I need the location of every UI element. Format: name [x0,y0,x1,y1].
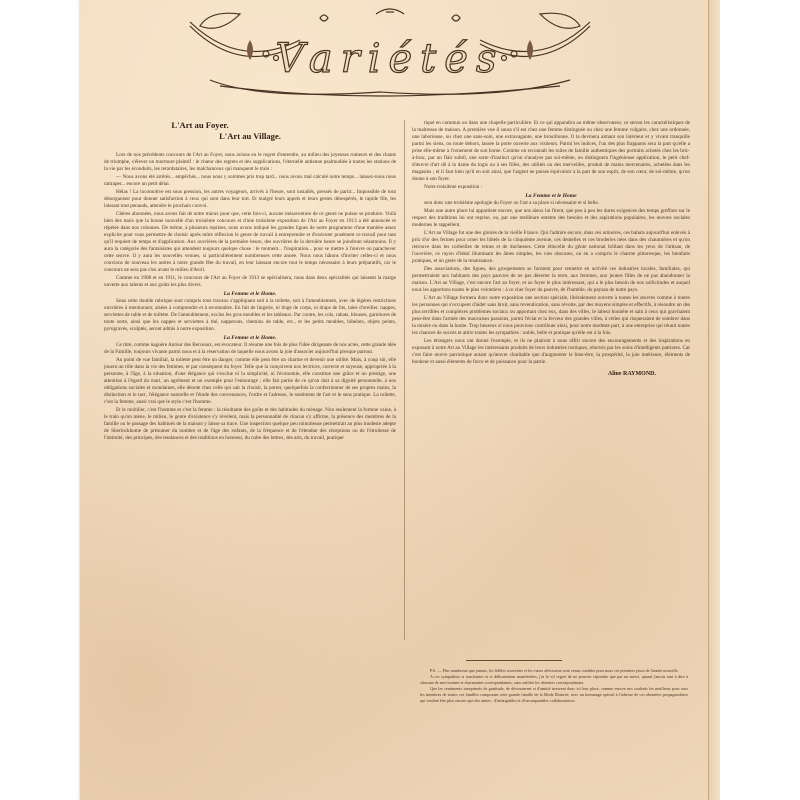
section-subhead: La Femme et le Home. [223,291,277,297]
paragraph: Notre troisième exposition : [424,184,483,190]
next-page-edge [708,0,720,800]
paragraph: sera donc une troisième apologie du Foyer ou l'art a sa place si nécessaire et si belle. [424,200,600,206]
author-signature: Aline RAYMOND. [607,371,656,377]
paragraph: Hélas ! La locomotive est sous pression, les autres voyageurs, arrivés à l'heure, sont installés, pressés de partir... Impossible de tout désorganiser pour donner satisfaction à ceux qui sont dans leur tort. Et malgré leurs appels et leurs gestes désespérés, le rapide file, les laissant tout penauds, attendre le prochain convoi. [104,189,396,209]
divider [466,660,562,661]
paragraph: Au point de vue familial, la toilette peut être un danger, comme elle peut être un charme et devenir une utilité. Mais, à coup sûr, elle jouera un rôle dans la vie des femmes, et par conséquent du foyer. Telle que la conçoivent nos lectrices, correcte et soyeuse, appropriée à la personne, à l'âge, à la situation, d'une élégance qui s'exclue ni la simplicité, ni l'économie, elle constitue une grâce et un prestige, une attention à l'égard du mari, un agrément et un exemple pour l'entourage ; elle fait partie de ce qu'on doit à sa dignité personnelle, à nos obligations sociales et mondaines, elle dénote chez celle qui sait la choisir, la porter, quelquefois la confectionner de ses propres mains, la distinction et le tact, l'élégance naturelle et l'étude des convenances, l'ordre et l'adresse, le sentiment de l'art et le sens pratique. La toilette, c'est la femme, aussi vrai que le style c'est l'homme. [104,357,396,405]
newspaper-page [80,0,708,800]
paragraph: Et le mobilier, c'est l'homme et c'est la femme : la résultante des goûts et des habitudes du ménage. Non seulement la fortune vaine, à le train qu'on mène, le milieu, le genre d'existence s'y révèlent, mais la personnalité de chacun s'y affirme, la présence des membres de la famille ou le passage des habitués de la maison y laisse sa trace. Une inspection quelque peu minutieuse permettrait au plus modeste adepte de Sherlockhome de présumer du nombre et de l'âge des enfants, de la fréquence et de l'étendue des réceptions ou de l'étroitesse de l'intimité, des principes, des tendances et des traditions en honneur, du culte des lettres, des arts, du travail, pratiqué [104,407,396,441]
paragraph: L'Art au Village fut une des gloires de la vieille France. Qui l'admire encore, dans ces armoires, ces bahuts aujourd'hui enlevés à prix d'or des fermes pour orner les hôtels de la cinquième avenue, ces dentelles et ces broderies nées dans des chaumières et qu'on retrouve dans les corbeilles de reines et de duchesses. Cette étincelle du génie national brillant dans les yeux de l'artisan, de l'ouvrière, ce rayon d'idéal illuminant les âmes simples, les vies obscures, on en a compris le charme pittoresque, les bienfaits pratiques, et un geste de la renaissance. [412,230,691,264]
header-banner [180,0,600,100]
right-column [412,120,690,378]
paragraph: Lors de nos précédents concours de l'Art au Foyer, nous avions eu le regret d'entendre, au milieu des joyeuses rumeurs et des chants de triomphe, s'élever un murmure plaintif : le chœur des regrets et des supplications, l'éternelle antienne psalmodiée à toutes les stations de la vie par les éconduits, les retardataires, les malchanceux qui manquent le train : [104,152,396,172]
paragraph: — Nous avons été arrêtés... empêchés... nous nous y sommes pris trop tard... nous avons mal calculé notre temps... laissez-nous nous rattraper... encore un petit délai. [104,174,396,187]
postscript-paragraph: P.S. — Plus nombreux que jamais, les fidèles souvenirs et les vœux affectueux sont venus combler pour nous ces premiers jours de l'année nouvelle. [430,668,679,673]
paragraph: tiqué en commun ou dans une chapelle particulière. Et ce qui apparaîtra au même observateur, ce seront les caractéristiques de la maîtresse de maison. A première vue il saura s'il est chez une femme distinguée ou chez une femme vulgaire, chez une ordonnée, une laborieuse, ou chez une sans-soin, une extravagante, une brouillonne. Il la devinera aimant son intérieur et y vivant tranquille parmi les siens, ou toute dehors, lassée la porte ouverte aux visiteurs. Parmi les indices, l'un des plus frappants sera la part qu'elle a prise elle-même à l'ornement de son home. Comme on reconnaît les toiles de famille authentiques des portraits achetés chez les bric-à-brac, par un flair subtil, une sorte d'instinct qu'on n'analyse pas soi-même, on distinguera l'ingénieuse application, le petit chef-d'œuvre d'art dû à la dame du logis ou à ses filles, des utilités ou des merveilles, produit de mains mercenaires, achetées dans les magasins ; et il faut bien qu'il en soit ainsi, que l'argent ne puisse équivaloir à la part de son esprit, de son cœur, de soi-même, qu'on donne à son foyer. [412,120,690,182]
section-subhead: La Femme et le Home. [223,335,277,341]
paragraph: Les étrangers nous ont donné l'exemple, et ils ne plairont à nous offrir encore des encouragements et des inspirations en exposant à notre Art au Village les intéressants produits de leurs industries rustiques, rénovés par les soins d'intelligents patriotes. Car c'est faire œuvre patriotique autant qu'œuvre charitable que d'augmenter le bien-être, la prospérité, la joie intérieure, éléments de bonheur et aussi éléments de force et de puissance pour la patrie. [412,338,690,365]
paragraph: Mais une autre place lui appartient encore, que nos aïeux lui firent, que peu à peu les dures exigences des temps greffant sur le respect des traditions lui ont reprise, ou, par une meilleure entente des besoins et des aspirations populaires, les œuvres sociales modernes le rappellent. [412,208,690,228]
page-title: Variétés [275,36,505,82]
article-title-1: L'Art au Foyer. [171,120,229,130]
postscript-paragraph: A ces sympathies si touchantes et si délicatement manifestées, j'ai le vif regret de ne pouvoir répondre que par un merci, quand j'aurais tant à dire à chacune de mes bonnes et charmantes correspondantes, sans oublier les absentes correspondantes. [420,674,688,685]
paragraph: Ce titre, comme naguère Autour des Berceaux, est évocateur. Il résume une fois de plus l'idée dirigeante de nos actes, cette grande idée de la Famille, toujours vivante parmi nous et à la réservation de laquelle nous avons la joie d'associer aujourd'hui presque partout. [104,342,396,355]
left-column [104,120,396,443]
postscript [420,668,688,704]
paragraph: Comme en 1908 et en 1911, le concours de l'Art au Foyer de 1913 se spécialisera, nous dans deux spécialités qui laissent la marge ouverte aux talents et aux goûts les plus divers. [104,275,396,288]
paragraph: Des associations, des ligues, des groupements se forment pour remettre en activité ces industries locales, familiales, qui permettraient aux habitants des pays pauvres de ne pas déserter la terre, aux femmes, aux jeunes filles de ne pas abandonner la maison. L'Art au Village, c'est encore l'art au foyer, et au foyer le plus intéressant, qui a le plus besoin de nos sollicitudes et auquel nous les apportons toutes le plus volontiers : à ce cher foyer du pauvre, de l'humble, du paysan de notre pays. [412,266,690,293]
paragraph: Sous cette double rubrique sont compris tous travaux s'appliquant soit à la toilette, soit à l'ameublement, avec de légères restrictions ouvrières à mentionner, aisées à comprendre et à reconnaître. En fait de lingerie, ni linge de corps, ni draps de lits, taies d'oreiller, nappes, serviettes de table et de toilette. De l'ameublement, exclus les gros meubles et les tableaux. Par contre, les cols, rabats, blouses, garnitures de toute sorte, ainsi que les nappes et serviettes à thé, napperons, chemins de table, etc., et les petits meubles, bibelots, objets peints, pyrogravés, sculptés, seront admis à notre exposition. [104,298,396,332]
column-divider [404,120,405,640]
postscript-paragraph: Que les sentiments inexprimés de gratitude, de dévouement et d'amitié trouvent donc ici leur place, comme encore nos souhaits les meilleurs pour tous les membres de toutes ces familles composant cette grande famille de la Mode Illustrée, avec un hommage spécial à l'adresse de ces abonnées propagandistes qui veulent être plus encore que des amies : d'infatigables et d'incomparables collaboratrices. [420,686,688,703]
article-title-2: L'Art au Village. [219,131,281,141]
paragraph: Chères abonnées, nous avons fait de notre mieux pour que, cette fois-ci, aucune mésaventure de ce genre ne puisse se produire. Voilà bien des mois que la bonne nouvelle d'un troisième concours et d'une troisième exposition de l'Art au Foyer en 1913 a été annoncée et répétée dans nos colonnes. De même, à plusieurs reprises, nous avons indiqué les grandes lignes de notre programme d'une manière assez explicite pour vous permettre de choisir après mûre réflexion le genre de travail à entreprendre et d'exécuter posément ce travail pour tant qu'il requiert de temps et d'application. Aux ouvrières de la première heure, des ouvrières de la dernière heure se joindront néanmoins. Il y aura la catégorie des fantaisistes qui attendent toujours quelque chose : le moment... l'inspiration... pour se mettre à l'œuvre ou parachever cette œuvre. Il y aura les nouvelles venues, si particulièrement nombreuses cette année. Nous nous hâtons d'inviter celles-ci et nous convions de nouveau les autres à notre grande fête du travail, en leur laissant encore tout le temps nécessaire à leurs préparatifs, car le concours ne sera pas clos avant le milieu d'Avril. [104,211,396,273]
paragraph: L'Art au Village formera donc notre exposition une section spéciale, libéralement ouverte à toutes les œuvres comme à toutes les personnes qui s'occupent d'aider sans bruit, sans revendication, sans révolte, par des moyens simples et effectifs, à résoudre un des plus terribles et complexes problèmes sociaux ou apportant chez eux, dans des villes, le labeur honnête et sain à ceux qui gravitaient peut-être dans l'armée des mauvaises passions, parmi l'éclat et la ferveur des grandes villes, à celles qui risqueraient de sombrer dans la misère ou dans la honte. Trop heureux si nous pouvions contribuer ainsi, pour notre modeste part, à une entreprise qui réunit toutes les chances de succès et attire toutes les sympathies : noble, belle et pratique qu'elle est à la fois. [412,295,690,336]
section-subhead: La Femme et le Home [525,193,577,199]
